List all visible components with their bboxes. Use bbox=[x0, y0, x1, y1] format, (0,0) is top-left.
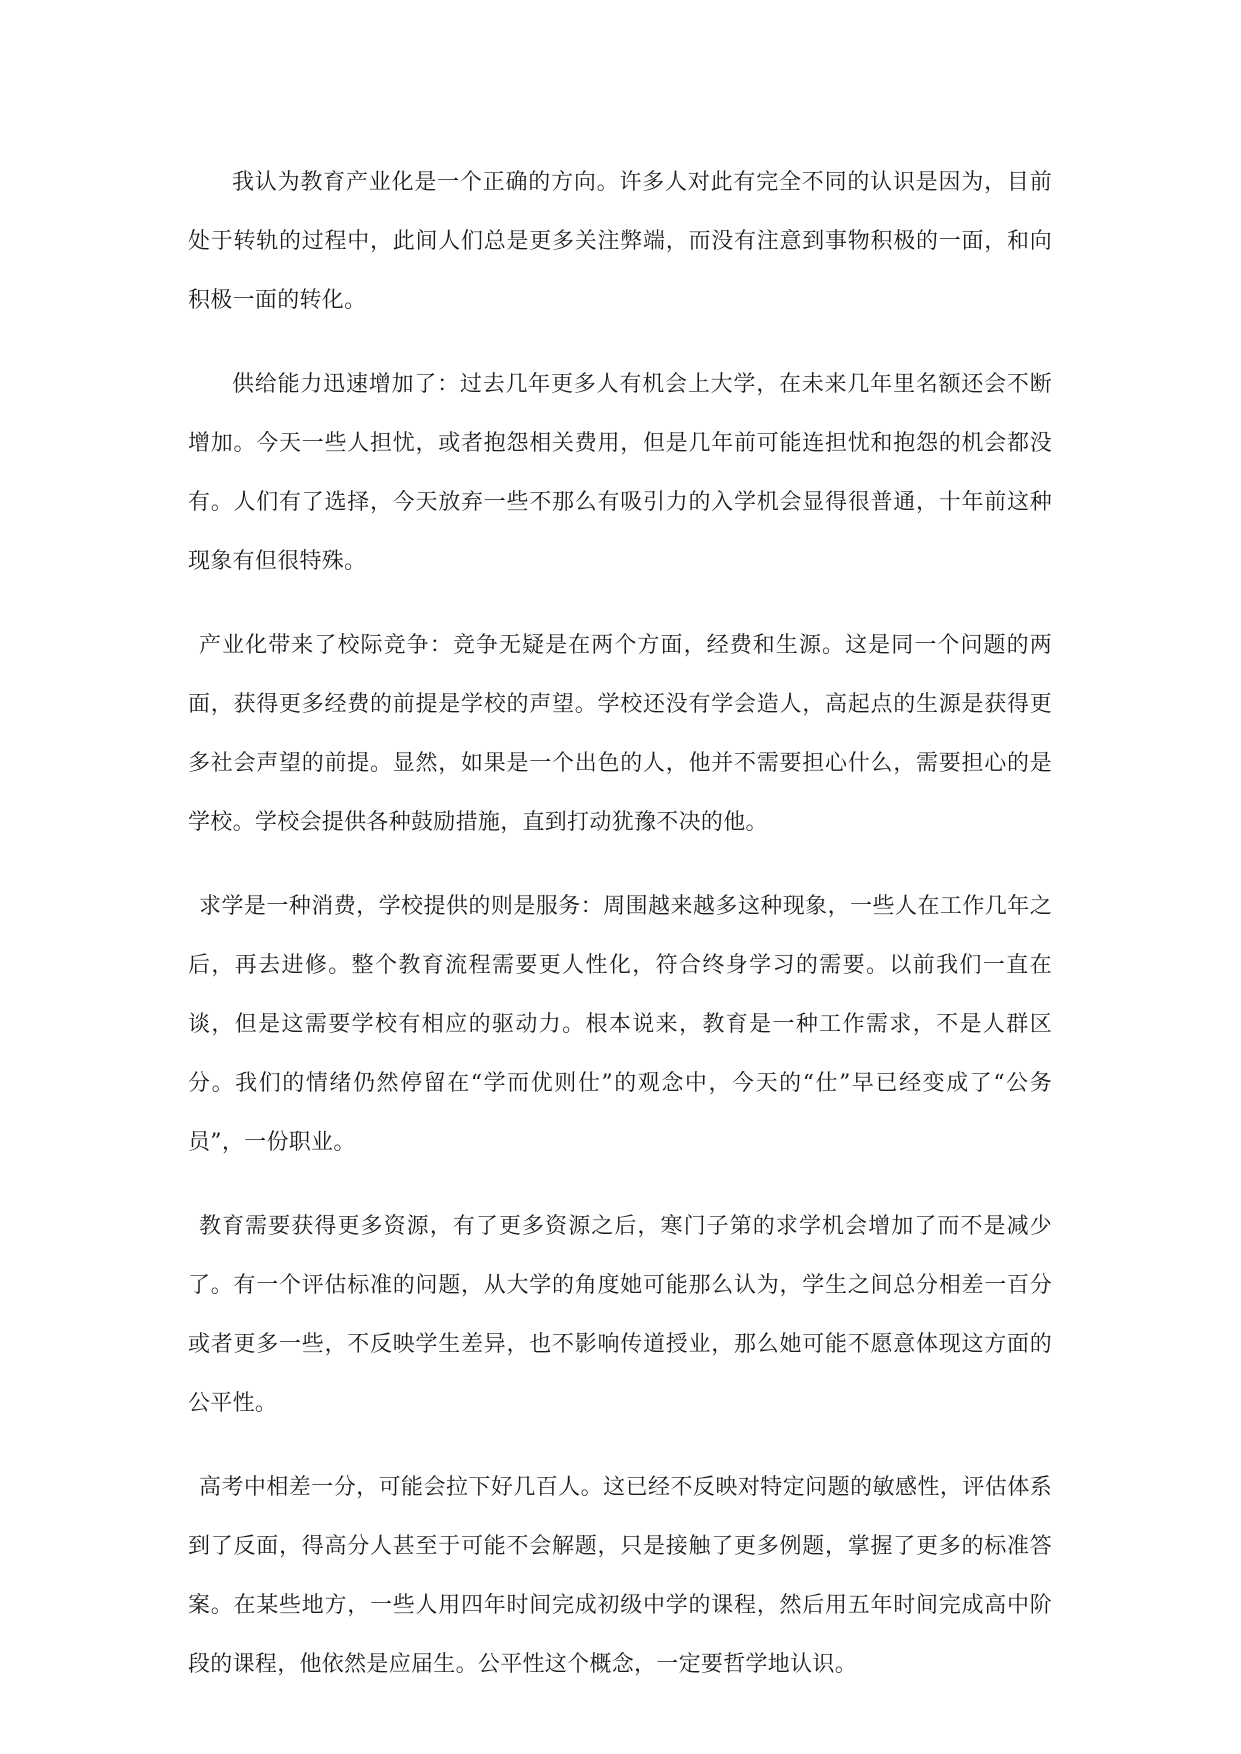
paragraph-3: 产业化带来了校际竞争：竞争无疑是在两个方面，经费和生源。这是同一个问题的两面，获得更多经费的前提是学校的声望。学校还没有学会造人，高起点的生源是获得更多社会声望的前提。显然，如果是一个出色的人，他并不需要担心什么，需要担心的是学校。学校会提供各种鼓励措施，直到打动犹豫不决的他。 bbox=[188, 633, 1052, 835]
paragraph-5: 教育需要获得更多资源，有了更多资源之后，寒门子第的求学机会增加了而不是减少了。有一个评估标准的问题，从大学的角度她可能那么认为，学生之间总分相差一百分或者更多一些，不反映学生差异，也不影响传道授业，那么她可能不愿意体现这方面的公平性。 bbox=[188, 1214, 1052, 1416]
document-body bbox=[188, 153, 1052, 1694]
paragraph-2: 供给能力迅速增加了：过去几年更多人有机会上大学，在未来几年里名额还会不断增加。今天一些人担忧，或者抱怨相关费用，但是几年前可能连担忧和抱怨的机会都没有。人们有了选择，今天放弃一些不那么有吸引力的入学机会显得很普通，十年前这种现象有但很特殊。 bbox=[188, 372, 1052, 574]
paragraph-6: 高考中相差一分，可能会拉下好几百人。这已经不反映对特定问题的敏感性，评估体系到了反面，得高分人甚至于可能不会解题，只是接触了更多例题，掌握了更多的标准答案。在某些地方，一些人用四年时间完成初级中学的课程，然后用五年时间完成高中阶段的课程，他依然是应届生。公平性这个概念，一定要哲学地认识。 bbox=[188, 1475, 1052, 1677]
paragraph-4: 求学是一种消费，学校提供的则是服务：周围越来越多这种现象，一些人在工作几年之后，再去进修。整个教育流程需要更人性化，符合终身学习的需要。以前我们一直在谈，但是这需要学校有相应的驱动力。根本说来，教育是一种工作需求，不是人群区分。我们的情绪仍然停留在“学而优则仕”的观念中，今天的“仕”早已经变成了“公务员”，一份职业。 bbox=[188, 894, 1052, 1155]
paragraph-1: 我认为教育产业化是一个正确的方向。许多人对此有完全不同的认识是因为，目前处于转轨的过程中，此间人们总是更多关注弊端，而没有注意到事物积极的一面，和向积极一面的转化。 bbox=[188, 170, 1052, 313]
